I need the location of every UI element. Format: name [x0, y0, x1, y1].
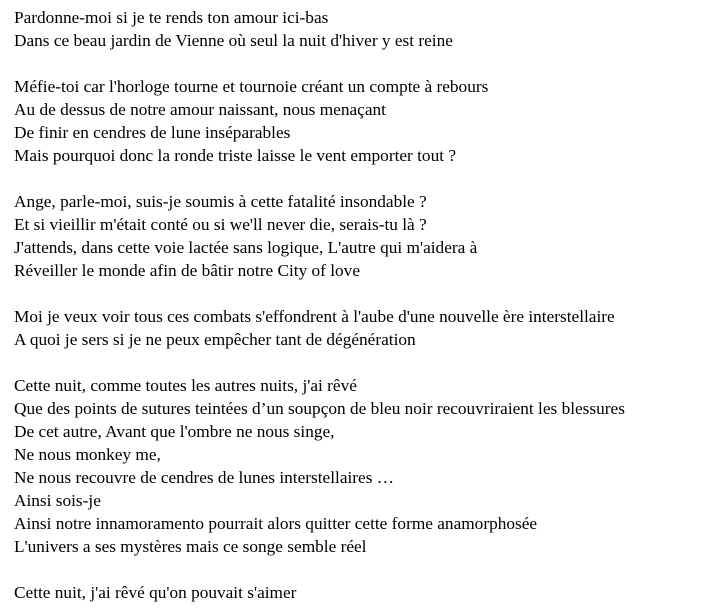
- poem-line: Mais pourquoi donc la ronde triste laisse le vent emporter tout ?: [14, 146, 456, 165]
- stanza-3: [14, 190, 728, 282]
- poem-line: Et si vieillir m'était conté ou si we'll never die, serais-tu là ?: [14, 215, 427, 234]
- poem-line: Ainsi notre innamoramento pourrait alors quitter cette forme anamorphosée: [14, 514, 538, 533]
- poem-line: De cet autre, Avant que l'ombre ne nous singe,: [14, 422, 335, 441]
- stanza-4: [14, 305, 728, 351]
- stanza-1: [14, 6, 728, 52]
- poem-line: Cette nuit, j'ai rêvé qu'on pouvait s'aimer: [14, 583, 297, 602]
- stanza-2: [14, 75, 728, 167]
- poem-line: Méfie-toi car l'horloge tourne et tournoie créant un compte à rebours: [14, 77, 489, 96]
- poem-line: Réveiller le monde afin de bâtir notre City of love: [14, 261, 360, 280]
- poem-line: Au de dessus de notre amour naissant, nous menaçant: [14, 100, 386, 119]
- poem-line: Pardonne-moi si je te rends ton amour ici-bas: [14, 8, 329, 27]
- poem-line: L'univers a ses mystères mais ce songe semble réel: [14, 537, 367, 556]
- poem-line: J'attends, dans cette voie lactée sans logique, L'autre qui m'aidera à: [14, 238, 478, 257]
- poem-line: De finir en cendres de lune inséparables: [14, 123, 291, 142]
- poem-line: Que des points de sutures teintées d’un soupçon de bleu noir recouvriraient les blessures: [14, 399, 625, 418]
- poem-line: Ne nous recouvre de cendres de lunes interstellaires …: [14, 468, 395, 487]
- poem-line: Cette nuit, comme toutes les autres nuits, j'ai rêvé: [14, 376, 357, 395]
- poem-text: [14, 6, 728, 604]
- poem-line: A quoi je sers si je ne peux empêcher tant de dégénération: [14, 330, 416, 349]
- poem-line: Ange, parle-moi, suis-je soumis à cette fatalité insondable ?: [14, 192, 427, 211]
- poem-line: Dans ce beau jardin de Vienne où seul la nuit d'hiver y est reine: [14, 31, 453, 50]
- poem-line: Ainsi sois-je: [14, 491, 101, 510]
- stanza-6: [14, 581, 728, 604]
- poem-line: Moi je veux voir tous ces combats s'effondrent à l'aube d'une nouvelle ère interstellaire: [14, 307, 615, 326]
- stanza-5: [14, 374, 728, 558]
- poem-line: Ne nous monkey me,: [14, 445, 161, 464]
